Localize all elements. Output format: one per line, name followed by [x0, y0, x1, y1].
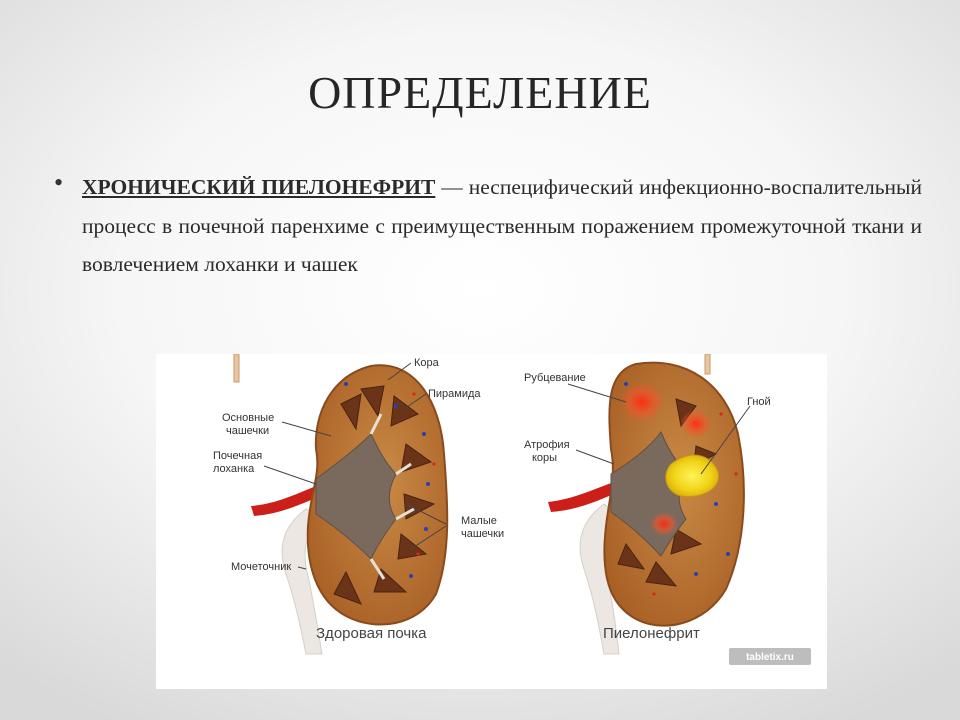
watermark — [729, 648, 811, 665]
kidney-illustration — [156, 354, 827, 689]
caption-pyelonephritis: Пиелонефрит — [603, 625, 700, 642]
inflammation-spot-2 — [680, 410, 712, 438]
label-atrophy-1: Атрофия — [524, 439, 570, 451]
label-cortex: Кора — [414, 357, 439, 369]
healthy-kidney — [213, 354, 504, 654]
definition-text: — неспецифический инфекционно-воспалительный процесс в почечной паренхиме с преимущественным поражением промежуточной ткани и вовлечением лоханки и чашек — [82, 175, 923, 276]
diseased-top-vessel — [705, 354, 710, 374]
bullet-dot: • — [54, 168, 64, 197]
label-minor-calyces-1: Малые — [461, 515, 497, 527]
label-ureter: Мочеточник — [231, 561, 292, 573]
label-pelvis-2: лоханка — [213, 463, 255, 475]
inflammation-spot-1 — [620, 382, 664, 422]
label-scarring: Рубцевание — [524, 372, 586, 384]
label-minor-calyces-2: чашечки — [461, 528, 505, 540]
label-major-calyces-2: чашечки — [226, 425, 270, 437]
label-pyramid: Пирамида — [428, 388, 481, 400]
inflammation-spot-3 — [650, 512, 678, 536]
caption-healthy: Здоровая почка — [316, 625, 427, 642]
label-pus: Гной — [747, 396, 771, 408]
kidney-diagram-svg — [156, 354, 827, 689]
label-pelvis-1: Почечная — [213, 450, 263, 462]
watermark-text: tabletix.ru — [746, 652, 794, 663]
label-major-calyces-1: Основные — [222, 412, 275, 424]
label-atrophy-2: коры — [532, 452, 558, 464]
definition-term: ХРОНИЧЕСКИЙ ПИЕЛОНЕФРИТ — [82, 175, 436, 199]
slide-title: ОПРЕДЕЛЕНИЕ — [308, 67, 652, 118]
definition-paragraph — [82, 168, 922, 284]
healthy-top-vessel — [234, 354, 239, 382]
diseased-kidney — [524, 354, 771, 654]
